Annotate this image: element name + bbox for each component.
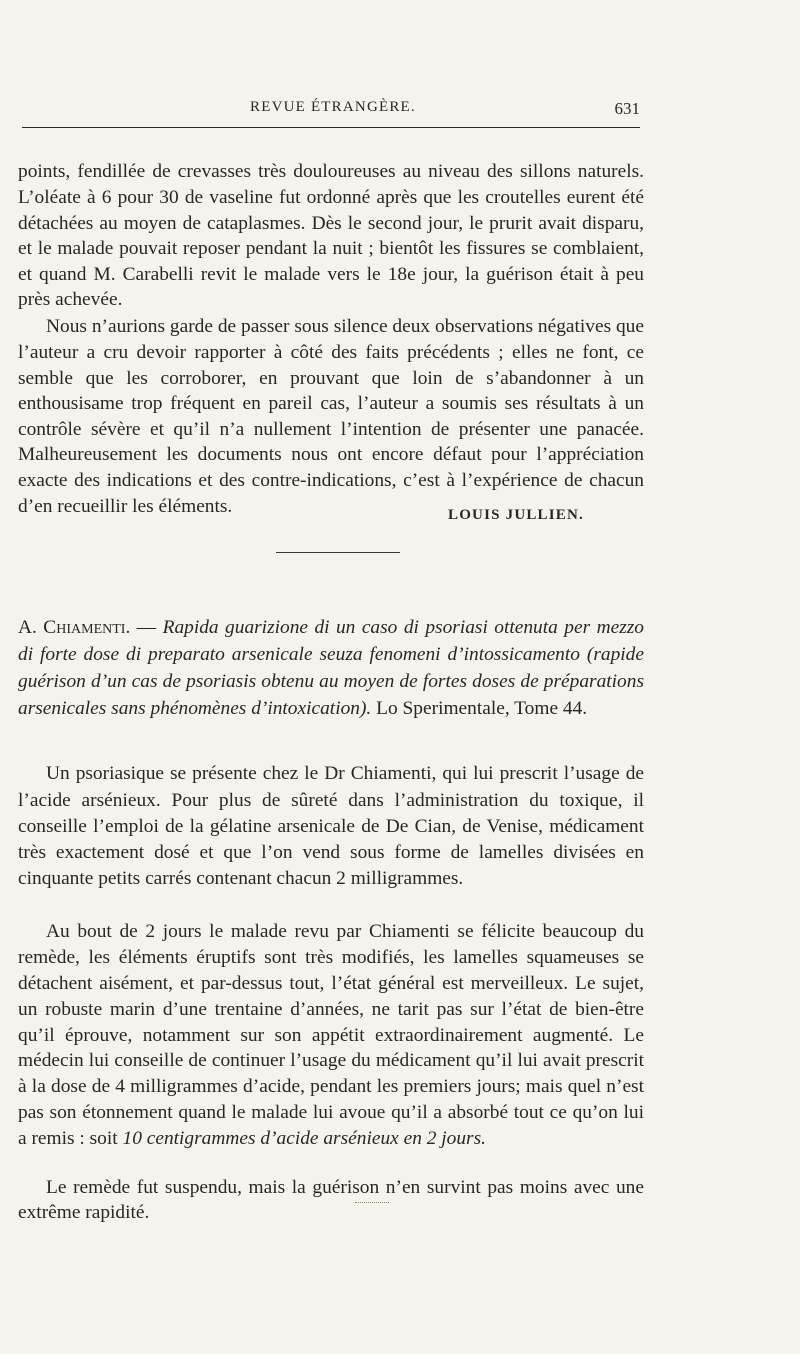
- header-rule: [22, 127, 640, 128]
- page-number: 631: [614, 99, 640, 118]
- section-separator: [276, 552, 400, 553]
- paragraph-case-evolution-emphasis: 10 centigrammes d’acide arsénieux en 2 jours.: [122, 1127, 486, 1149]
- running-title: REVUE ÉTRANGÈRE.: [250, 99, 416, 115]
- paragraph-negative-observations: Nous n’aurions garde de passer sous silence deux observations négatives que l’auteur a cru devoir rapporter à côté des faits précédents ; elles ne font, ce semble que les corroborer, en prouvant que loin de s’abandonner à un enthousisame trop fréquent en pareil cas, l’auteur a soumis ses résultats à un contrôle sévère et qu’il n’a nullement l’intention de présenter une panacée. Malheureusement les documents nous ont encore défaut pour l’appréciation exacte des indications et des contre-indications, c’est à l’expérience de chacun d’en recueillir les éléments.: [18, 316, 644, 517]
- reference-author: A. Chiamenti. —: [18, 617, 157, 639]
- paragraph-conclusion: Le remède fut suspendu, mais la guérison n’en survint pas moins avec une extrême rapidité.: [18, 1177, 644, 1224]
- paragraph-case-presentation: Un psoriasique se présente chez le Dr Chiamenti, qui lui prescrit l’usage de l’acide arsénieux. Pour plus de sûreté dans l’administration du toxique, il conseille l’emploi de la gélatine arsenicale de De Cian, de Venise, médicament très exactement dosé et que l’on vend sous forme de lamelles divisées en cinquante petits carrés contenant chacun 2 milligrammes.: [18, 763, 644, 890]
- author-signature: LOUIS JULLIEN.: [447, 507, 584, 523]
- end-ornament: [355, 1202, 389, 1203]
- paragraph-case-evolution-text: Au bout de 2 jours le malade revu par Chiamenti se félicite beaucoup du remède, les éléments éruptifs sont très modifiés, les lamelles squameuses se détachent aisément, et par-dessus tout, l’état général est merveilleux. Le sujet, un robuste marin d’une trentaine d’années, ne tarit pas sur l’état de bien-être qu’il éprouve, notamment sur son appétit extraordinairement augmenté. Le médecin lui conseille de continuer l’usage du médicament qu’il lui avait prescrit à la dose de 4 milligrammes d’acide, pendant les premiers jours; mais quel n’est pas son étonnement quand le malade lui avoue qu’il a absorbé tout ce qu’on lui a remis : soit: [18, 921, 644, 1149]
- paragraph-case-evolution: [18, 919, 644, 1151]
- reference-french-title: (rapide guérison d’un cas de psoriasis obtenu au moyen de fortes doses de préparations arsenicales sans phénomènes d’intoxication).: [18, 644, 644, 720]
- running-header: [250, 99, 640, 121]
- paragraph-continuation: points, fendillée de crevasses très douloureuses au niveau des sillons naturels. L’oléate à 6 pour 30 de vaseline fut ordonné après que les croutelles eurent été détachées au moyen de cataplasmes. Dès le second jour, le prurit avait disparu, et le malade pouvait reposer pendant la nuit ; bientôt les fissures se comblaient, et quand M. Carabelli revit le malade vers le 18e jour, la guérison était à peu près achevée.: [18, 161, 644, 311]
- article-reference: [18, 614, 644, 722]
- reference-italian-title: Rapida guarizione di un caso di psoriasi ottenuta per mezzo di forte dose di preparato arsenicale seuza fenomeni d’intossicamento: [18, 617, 644, 666]
- reference-source: Lo Sperimentale, Tome 44.: [376, 698, 588, 720]
